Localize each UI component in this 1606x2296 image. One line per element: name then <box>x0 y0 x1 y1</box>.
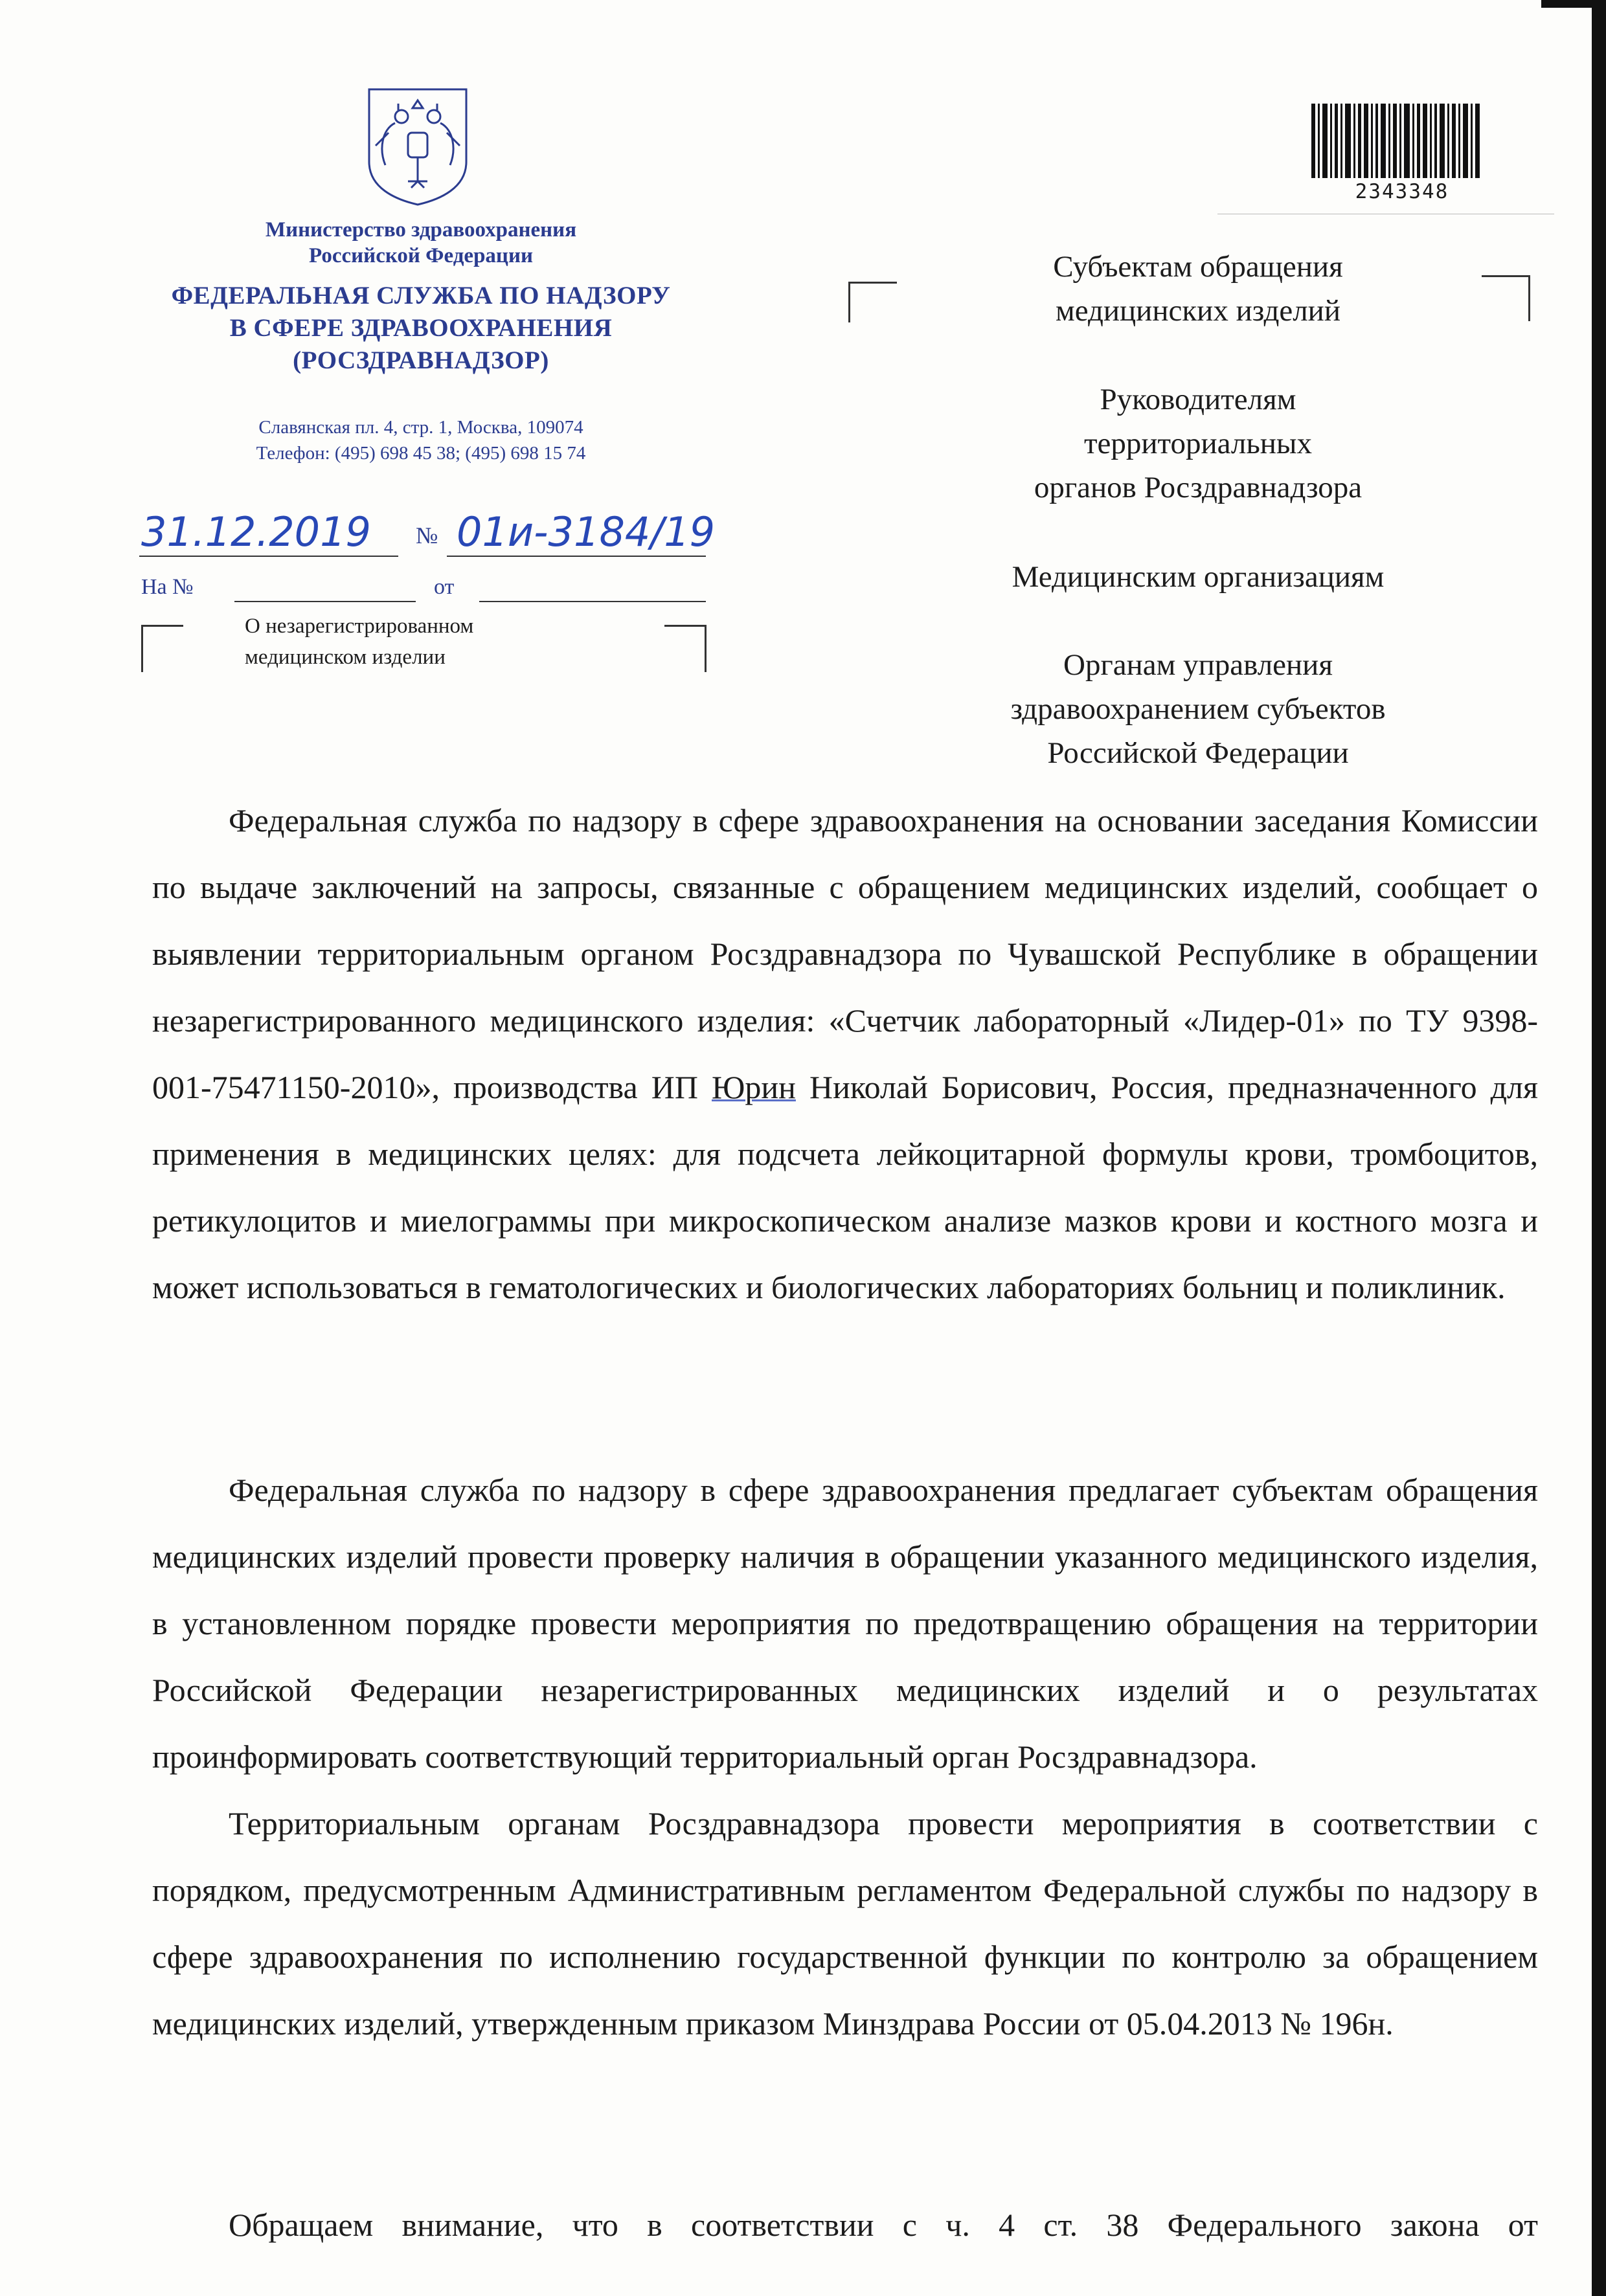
recipient-group-2 <box>907 377 1489 510</box>
p1-text-a: Федеральная служба по надзору в сфере здравоохранения на основании заседания Комиссии по выдаче заключений на запросы, связанные с обращением медицинских изделий, сообщает о выявлении территориальным органом Росздравнадзора по Чувашской Республике в обращении незарегистрированного медицинского изделия: «Счетчик лабораторный «Лидер-01» по ТУ 9398-001-75471150-2010», производства ИП <box>152 802 1538 1105</box>
ministry-line-1: Министерство здравоохранения <box>265 218 577 242</box>
subject-line-1: О незарегистрированном <box>245 614 474 638</box>
barcode-image <box>1311 104 1480 178</box>
registration-date: 31.12.2019 <box>141 508 371 556</box>
registration-number: 01и-3184/19 <box>457 508 716 556</box>
recipient-group-1 <box>907 245 1489 333</box>
recipient-line: территориальных <box>1083 427 1313 460</box>
address-block <box>123 414 719 466</box>
reply-number-line <box>234 601 416 602</box>
recipient-line: органов Росздравнадзора <box>1034 471 1363 504</box>
letter-body-2 <box>152 1457 1538 1790</box>
number-underline <box>447 556 706 557</box>
scan-edge-top <box>1541 0 1606 8</box>
service-line-2: В СФЕРЕ ЗДРАВООХРАНЕНИЯ <box>229 314 613 342</box>
body-paragraph-1 <box>152 787 1538 1321</box>
reply-date-line <box>479 601 706 602</box>
service-line-1: ФЕДЕРАЛЬНАЯ СЛУЖБА ПО НАДЗОРУ <box>171 282 671 310</box>
recipient-line: Органам управления <box>1063 648 1333 682</box>
address-line-2: Телефон: (495) 698 45 38; (495) 698 15 74 <box>256 443 586 464</box>
reply-to-label: На № <box>141 575 194 599</box>
body-paragraph-4: Обращаем внимание, что в соответствии с ч. 4 ст. 38 Федерального закона от <box>229 2207 1538 2243</box>
recipient-line: Российской Федерации <box>1047 736 1349 770</box>
recipient-line: Субъектам обращения <box>1053 250 1343 284</box>
subject-bracket-right <box>664 625 707 672</box>
barcode-number: 2343348 <box>1355 180 1449 203</box>
subject-line-2: медицинском изделии <box>245 646 446 669</box>
letter-subject <box>245 611 582 673</box>
ministry-name <box>123 217 719 269</box>
service-line-3: (РОСЗДРАВНАДЗОР) <box>293 346 549 374</box>
body-paragraph-3: Территориальным органам Росздравнадзора провести мероприятия в соответствии с порядком, предусмотренным Административным регламентом Федеральной службы по надзору в сфере здравоохранения по исполнению государственной функции по контролю за обращением медицинских изделий, утвержденным приказом Минздрава России от 05.04.2013 № 196н. <box>152 1805 1538 2042</box>
p1-underlined-name: Юрин <box>712 1069 796 1105</box>
number-sign: № <box>416 523 438 548</box>
subject-bracket-left <box>141 625 183 672</box>
recipient-line: здравоохранением субъектов <box>1010 692 1386 726</box>
ministry-line-2: Российской Федерации <box>309 244 533 267</box>
letter-body-3 <box>152 1790 1538 2057</box>
date-underline <box>139 556 398 557</box>
letter-body <box>152 787 1538 1321</box>
recipient-line: медицинских изделий <box>1055 294 1340 328</box>
double-headed-eagle-emblem-icon <box>363 84 473 207</box>
recipient-bracket-left <box>848 282 897 322</box>
reply-from-label: от <box>434 575 455 599</box>
recipient-group-3 <box>907 555 1489 599</box>
p1-text-b: Николай Борисович, Россия, предназначенного для применения в медицинских целях: для подсчета лейкоцитарной формулы крови, тромбоцитов, ретикулоцитов и миелограммы при микроскопическом анализе мазков крови и костного мозга и может использоваться в гематологических и биологических лабораториях больниц и поликлиник. <box>152 1069 1539 1305</box>
scan-edge-right <box>1592 0 1606 2296</box>
body-paragraph-2: Федеральная служба по надзору в сфере здравоохранения предлагает субъектам обращения медицинских изделий провести проверку наличия в обращении указанного медицинского изделия, в установленном порядке провести мероприятия по предотвращению обращения на территории Российской Федерации незарегистрированных медицинских изделий и о результатах проинформировать соответствующий территориальный орган Росздравнадзора. <box>152 1472 1538 1775</box>
recipient-line: Медицинским организациям <box>1012 560 1385 594</box>
letter-body-4 <box>152 2192 1538 2258</box>
recipient-group-4 <box>907 643 1489 775</box>
service-name <box>123 280 719 377</box>
recipient-line: Руководителям <box>1100 383 1296 416</box>
address-line-1: Славянская пл. 4, стр. 1, Москва, 109074 <box>258 417 583 438</box>
